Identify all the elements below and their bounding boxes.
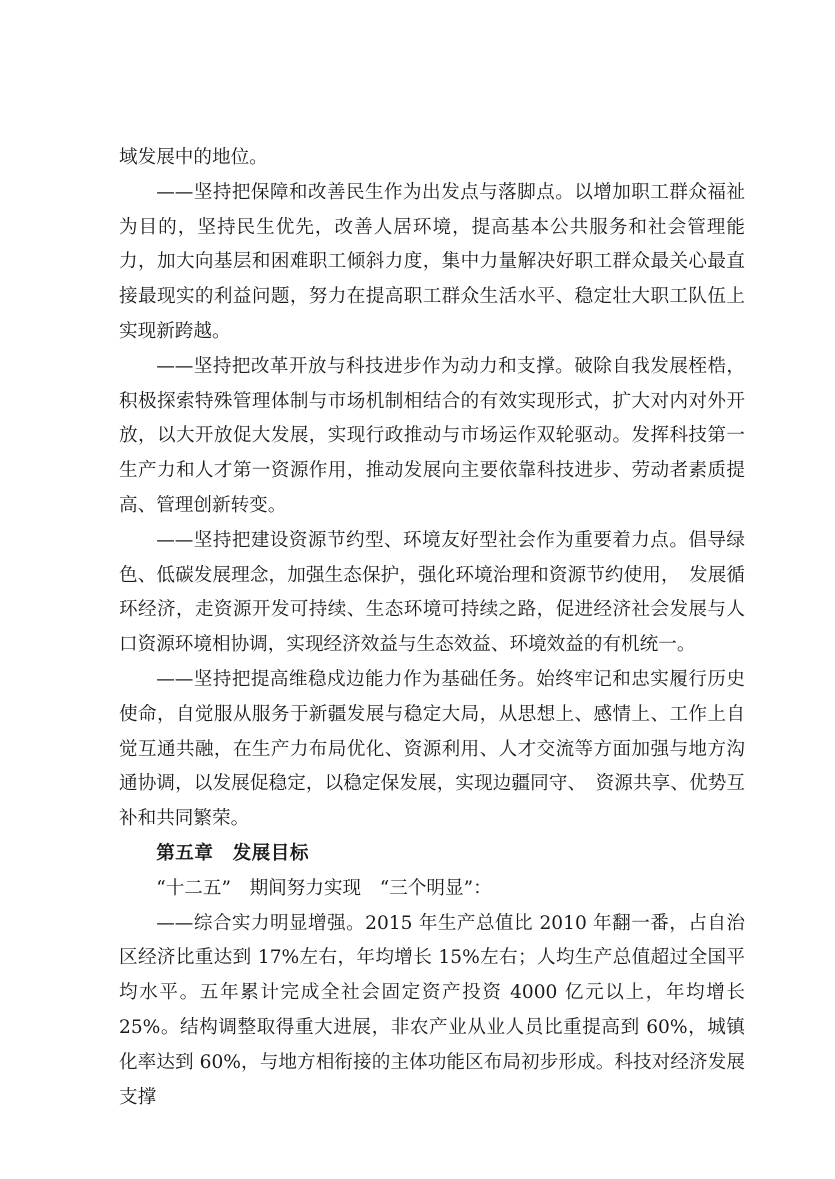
document-body [119, 141, 745, 1115]
paragraph-livelihood: ——坚持把保障和改善民生作为出发点与落脚点。以增加职工群众福祉为目的，坚持民生优先，改善人居环境，提高基本公共服务和社会管理能力，加大向基层和困难职工倾斜力度，集中力量解决好职工群众最关心最直接最现实的利益问题，努力在提高职工群众生活水平、稳定壮大职工队伍上实现新跨越。 [119, 181, 745, 342]
paragraph-stability: ——坚持把提高维稳戍边能力作为基础任务。始终牢记和忠实履行历史使命，自觉服从服务于新疆发展与稳定大局，从思想上、感情上、工作上自觉互通共融，在生产力布局优化、资源利用、人才交流等方面加强与地方沟通协调，以发展促稳定，以稳定保发展，实现边疆同守、 资源共享、优势互补和共同繁荣。 [119, 668, 745, 830]
paragraph-goals-intro: “十二五” 期间努力实现 “三个明显”： [156, 877, 492, 899]
paragraph-strength: ——综合实力明显增强。2015 年生产总值比 2010 年翻一番，占自治区经济比重达到 17%左右，年均增长 15%左右；人均生产总值超过全国平均水平。五年累计完成全社会固定资产投资 4000 亿元以上，年均增长 25%。结构调整取得重大进展，非农产业从业人员比重提高到 60%，城镇化率达到 60%，与地方相衔接的主体功能区布局初步形成。科技对经济发展支撑 [119, 912, 745, 1108]
chapter-heading: 第五章 发展目标 [156, 842, 309, 864]
paragraph-continuation: 域发展中的地位。 [119, 147, 268, 168]
paragraph-environment: ——坚持把建设资源节约型、环境友好型社会作为重要着力点。倡导绿色、低碳发展理念，加强生态保护，强化环境治理和资源节约使用， 发展循环经济，走资源开发可持续、生态环境可持续之路，促进经济社会发展与人口资源环境相协调，实现经济效益与生态效益、环境效益的有机统一。 [119, 529, 745, 656]
paragraph-reform: ——坚持把改革开放与科技进步作为动力和支撑。破除自我发展桎梏，积极探索特殊管理体制与市场机制相结合的有效实现形式，扩大对内对外开放，以大开放促大发展，实现行政推动与市场运作双轮驱动。发挥科技第一生产力和人才第一资源作用，推动发展向主要依靠科技进步、劳动者素质提高、管理创新转变。 [119, 355, 745, 516]
